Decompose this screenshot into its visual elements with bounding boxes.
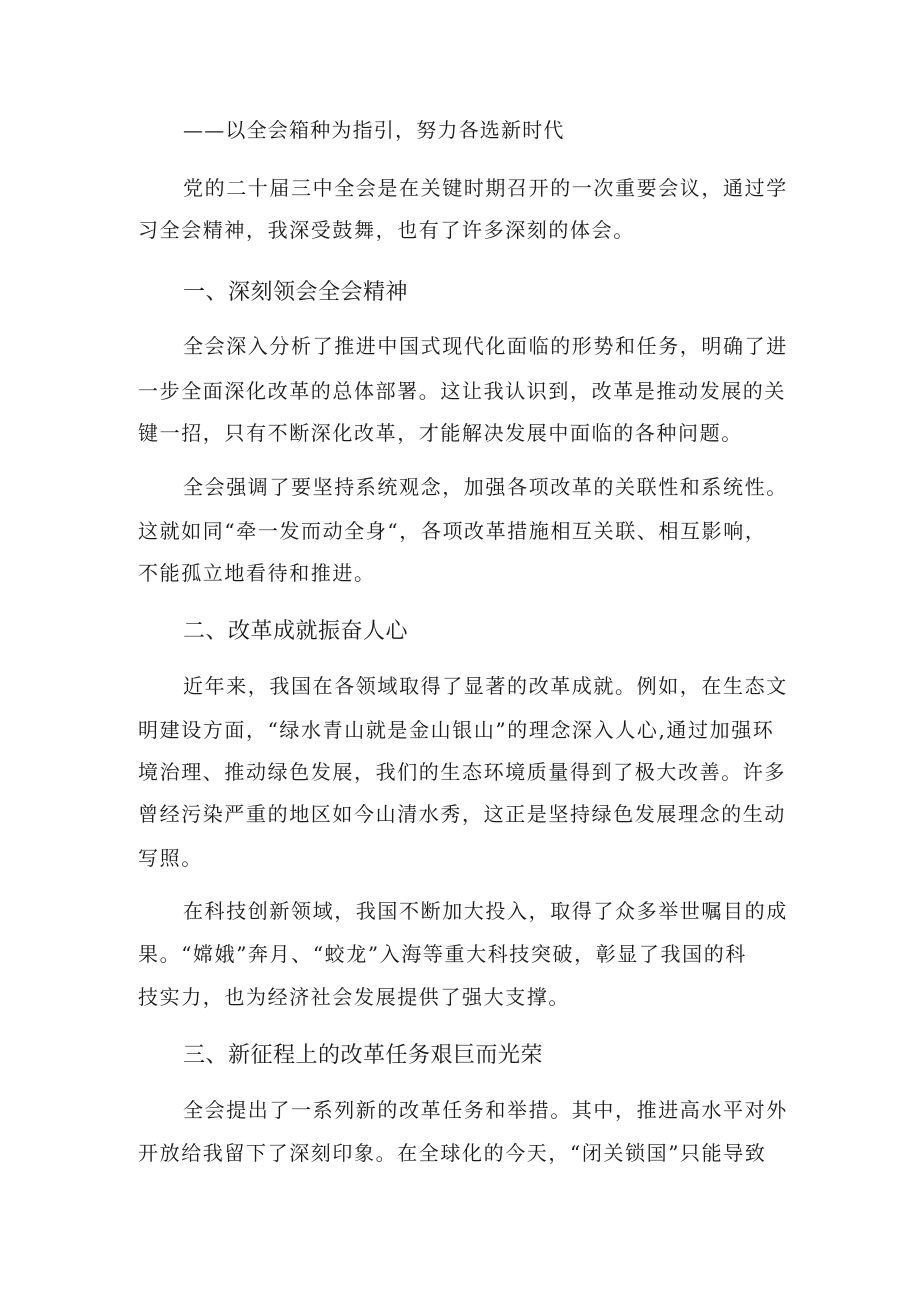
section-1-para-2-line-1: 全会强调了要坚持系统观念，加强各项改革的关联性和系统性。	[183, 475, 788, 499]
section-1-para-1-line-2: 一步全面深化改革的总体部署。这让我认识到，改革是推动发展的关	[138, 379, 786, 403]
section-2-para-1-line-3: 境治理、推动绿色发展，我们的生态环境质量得到了极大改善。许多	[138, 760, 786, 784]
document-subtitle: ——以全会箱种为指引，努力各选新时代	[183, 118, 565, 142]
section-2-para-1-line-4: 曾经污染严重的地区如今山清水秀，这正是坚持绿色发展理念的生动	[138, 802, 786, 826]
section-1-para-2-line-3: 不能孤立地看待和推进。	[138, 561, 376, 585]
intro-line-2: 习全会精神，我深受鼓舞，也有了许多深刻的体会。	[138, 218, 635, 242]
section-1-para-1-line-3: 键一招，只有不断深化改革，才能解决发展中面临的各种问题。	[138, 421, 743, 445]
section-2-para-1-line-1: 近年来，我国在各领域取得了显著的改革成就。例如，在生态文	[183, 674, 788, 698]
section-2-para-2-line-1: 在科技创新领域，我国不断加大投入，取得了众多举世嘱目的成	[183, 899, 788, 923]
section-1-heading: 一、深刻领会全会精神	[183, 280, 409, 305]
intro-line-1: 党的二十届三中全会是在关键时期召开的一次重要会议，通过学	[183, 176, 788, 200]
section-2-para-1-line-2: 明建设方面，“绿水青山就是金山银山”的理念深入人心,通过加强环	[138, 718, 775, 742]
section-2-para-1-line-5: 写照。	[138, 846, 203, 870]
section-2-para-2-line-2: 果。“嫦娥”奔月、“蛟龙”入海等重大科技突破，彰显了我国的科	[138, 942, 747, 966]
section-2-para-2-line-3: 技实力，也为经济社会发展提供了强大支撑。	[138, 985, 570, 1009]
section-1-para-2-line-2: 这就如同“牵一发而动全身“，各项改革措施相互关联、相互影响，	[138, 519, 767, 543]
section-3-para-1-line-2: 开放给我留下了深刻印象。在全球化的今天，“闭关锁国”只能导致	[138, 1141, 767, 1165]
section-3-heading: 三、新征程上的改革任务艰巨而光荣	[183, 1043, 544, 1068]
section-1-para-1-line-1: 全会深入分析了推进中国式现代化面临的形势和任务，明确了进	[183, 334, 788, 358]
section-2-heading: 二、改革成就振奋人心	[183, 619, 409, 644]
section-3-para-1-line-1: 全会提出了一系列新的改革任务和举措。其中，推进高水平对外	[183, 1098, 788, 1122]
